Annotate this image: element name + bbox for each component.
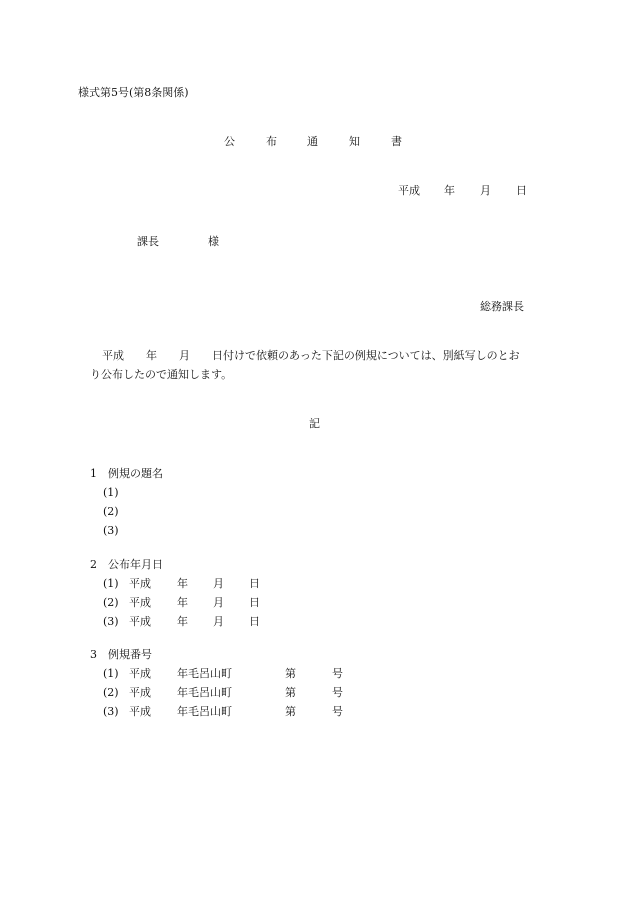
row-number: (3) <box>103 705 119 718</box>
row-number: (2) <box>103 686 119 699</box>
row-month: 月 <box>213 596 224 609</box>
row-month: 月 <box>213 577 224 590</box>
section-heading: 2 公布年月日 <box>90 558 163 571</box>
date-year: 年 <box>444 184 455 197</box>
list-item: (2) <box>103 505 119 518</box>
row-town: 年毛呂山町 <box>177 705 232 718</box>
form-label: 様式第5号(第8条関係) <box>78 86 189 99</box>
row-year: 年 <box>177 615 188 628</box>
date-era: 平成 <box>398 184 420 197</box>
list-item: (1) <box>103 486 119 499</box>
row-era: 平成 <box>129 615 151 628</box>
title-char-5: 書 <box>391 135 402 148</box>
row-town: 年毛呂山町 <box>177 667 232 680</box>
list-item: (3) <box>103 524 119 537</box>
row-go: 号 <box>332 667 343 680</box>
addressee-honorific: 様 <box>208 235 219 248</box>
row-go: 号 <box>332 686 343 699</box>
row-number: (2) <box>103 596 119 609</box>
row-number: (1) <box>103 577 119 590</box>
row-town: 年毛呂山町 <box>177 686 232 699</box>
row-day: 日 <box>249 596 260 609</box>
row-day: 日 <box>249 577 260 590</box>
row-era: 平成 <box>129 577 151 590</box>
date-day: 日 <box>516 184 527 197</box>
row-era: 平成 <box>129 686 151 699</box>
addressee-title: 課長 <box>137 235 159 248</box>
date-month: 月 <box>480 184 491 197</box>
row-go: 号 <box>332 705 343 718</box>
section-heading: 3 例規番号 <box>90 648 152 661</box>
row-number: (3) <box>103 615 119 628</box>
row-dai: 第 <box>285 667 296 680</box>
ki-heading: 記 <box>309 417 320 430</box>
row-dai: 第 <box>285 686 296 699</box>
row-era: 平成 <box>129 705 151 718</box>
title-char-2: 布 <box>266 135 277 148</box>
row-year: 年 <box>177 596 188 609</box>
row-day: 日 <box>249 615 260 628</box>
body-line-2: り公布したので通知します。 <box>90 368 233 381</box>
title-char-4: 知 <box>349 135 360 148</box>
row-era: 平成 <box>129 596 151 609</box>
title-char-3: 通 <box>307 135 318 148</box>
body-line-1: 平成 年 月 日付けで依頼のあった下記の例規については、別紙写しのとお <box>102 349 520 362</box>
sender: 総務課長 <box>480 300 524 313</box>
row-month: 月 <box>213 615 224 628</box>
row-year: 年 <box>177 577 188 590</box>
title-char-1: 公 <box>224 135 235 148</box>
row-dai: 第 <box>285 705 296 718</box>
row-number: (1) <box>103 667 119 680</box>
row-era: 平成 <box>129 667 151 680</box>
section-heading: 1 例規の題名 <box>90 467 163 480</box>
